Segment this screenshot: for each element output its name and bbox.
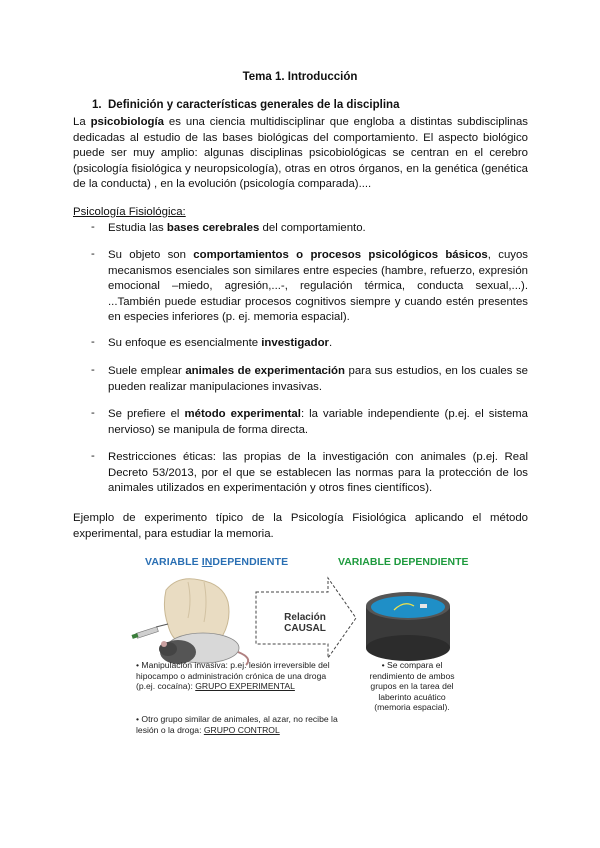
intro-text-2: es una ciencia multidisciplinar que engloba a distintas subdisciplinas dedicadas al estudio de las bases biológicas del comportamiento. El aspecto biológico puede ser muy amplio: algunas disciplinas psicobiológicas se centran en el cerebro (psicología fisiológica y neuropsicología), otras en otros órganos, en la genética (genética de la conducta) , en la evolución (psicología comparada).... bbox=[73, 116, 529, 190]
syringe-icon bbox=[132, 624, 168, 639]
section-heading bbox=[92, 99, 399, 111]
page-title: Tema 1. Introducción bbox=[242, 71, 358, 83]
intro-paragraph bbox=[73, 115, 528, 193]
bullet-marker: - bbox=[91, 221, 95, 233]
note-comparison: • Se compara el rendimiento de ambos grupos en la tarea del laberinto acuático (memoria espacial). bbox=[369, 660, 455, 712]
independent-variable-label: VARIABLE INDEPENDIENTE bbox=[145, 556, 289, 568]
bullet-item: Se prefiere el método experimental: la variable independiente (p.ej. el sistema nervioso) se manipula de forma directa. bbox=[108, 408, 529, 436]
experiment-figure bbox=[128, 552, 473, 747]
causal-relation-label: Relación CAUSAL bbox=[284, 612, 326, 634]
bullet-marker: - bbox=[91, 336, 95, 348]
bullet-item: Su enfoque es esencialmente investigador. bbox=[108, 337, 333, 349]
bullet-item: Restricciones éticas: las propias de la investigación con animales (p.ej. Real Decreto 53/2013, por el que se establecen las normas para la protección de los animales utilizados en experimentación y otros fines científicos). bbox=[108, 451, 528, 494]
bullet-marker: - bbox=[91, 407, 95, 419]
bullet-marker: - bbox=[91, 364, 95, 376]
note-experimental-group: • Manipulación invasiva: p.ej. lesión irreversible del hipocampo o administración crónica de una droga (p.ej. cocaína): GRUPO EXPERIMENTAL bbox=[136, 660, 330, 691]
note-control-group: • Otro grupo similar de animales, al azar, no recibe la lesión o la droga: GRUPO CONTROL bbox=[136, 714, 338, 735]
water-maze-icon bbox=[366, 592, 450, 661]
bullet-marker: - bbox=[91, 248, 95, 260]
subheading: Psicología Fisiológica: bbox=[73, 206, 186, 218]
bullet-item: Estudia las bases cerebrales del comportamiento. bbox=[108, 222, 366, 234]
section-heading-text: Definición y características generales de la disciplina bbox=[108, 99, 400, 111]
example-paragraph: Ejemplo de experimento típico de la Psicología Fisiológica aplicando el método experimental, para estudiar la memoria. bbox=[73, 512, 528, 540]
intro-text-1: La bbox=[73, 116, 91, 128]
dependent-variable-label: VARIABLE DEPENDIENTE bbox=[338, 556, 469, 568]
bullet-marker: - bbox=[91, 450, 95, 462]
intro-bold-term: psicobiología bbox=[90, 116, 165, 128]
bullet-item: Su objeto son comportamientos o procesos psicológicos básicos, cuyos mecanismos esenciales son similares entre especies (hambre, refuerzo, expresión emocional –miedo, agresión,...-, regulación térmica, conducta sexual,...). ...También puede estudiar procesos cognitivos siempre y cuando estén presentes en especies inferiores (p. ej. memoria espacial). bbox=[108, 249, 529, 323]
bullet-item: Suele emplear animales de experimentación para sus estudios, en los cuales se pueden realizar manipulaciones invasivas. bbox=[108, 365, 528, 393]
section-number: 1. bbox=[92, 99, 102, 111]
